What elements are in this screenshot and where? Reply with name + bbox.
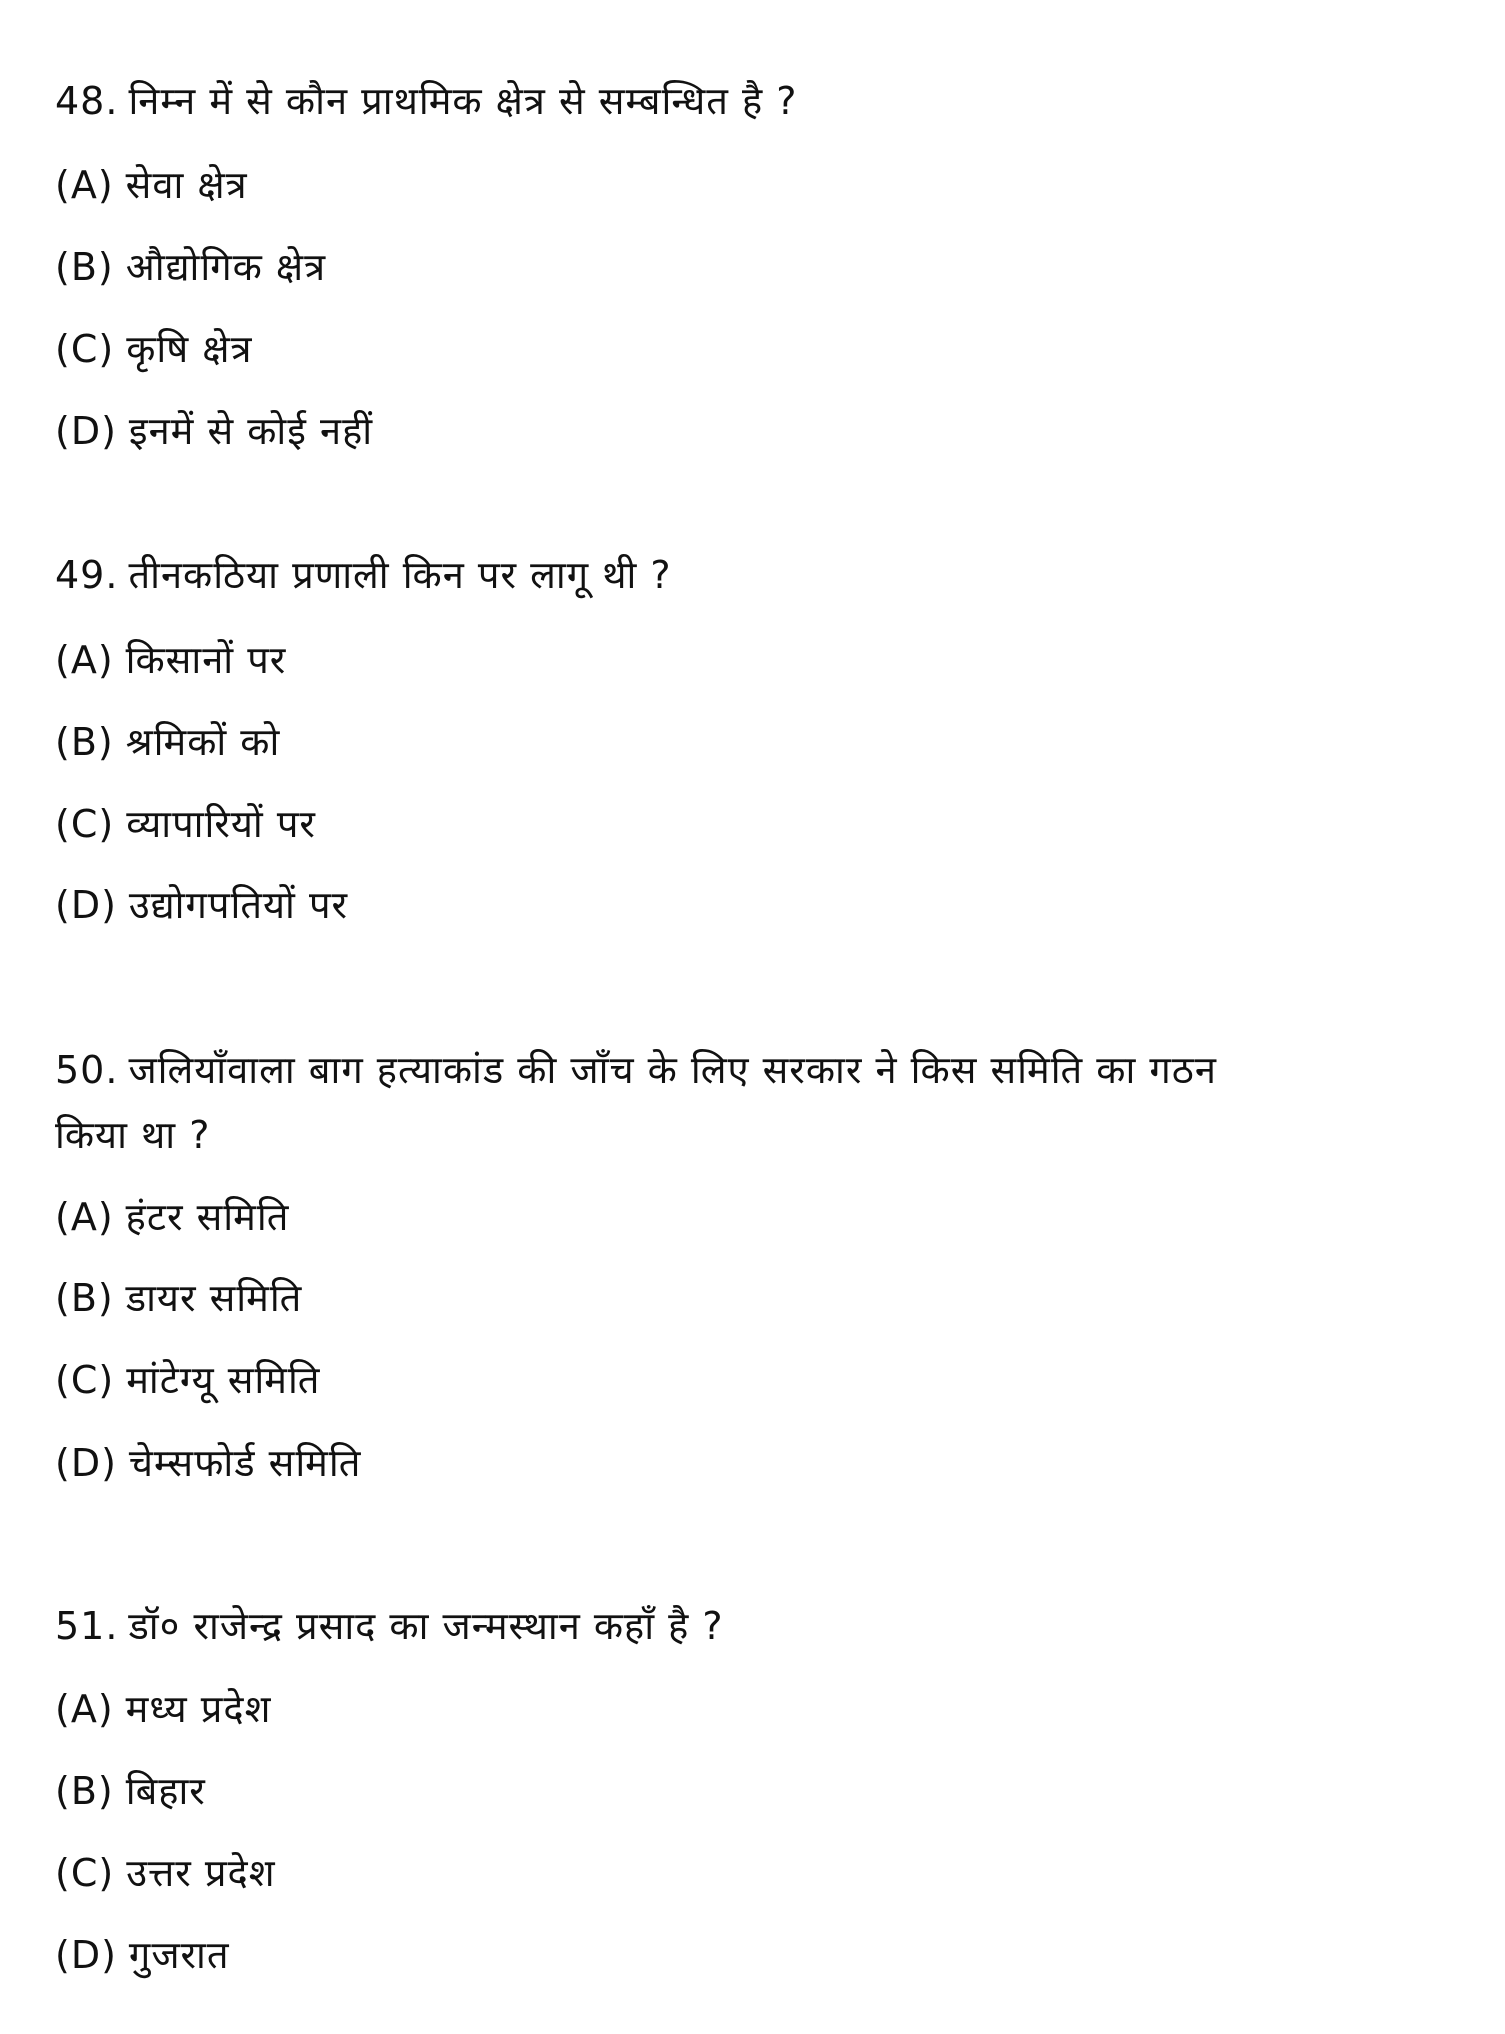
option-text: इनमें से कोई नहीं: [128, 409, 374, 453]
question-text: डॉ० राजेन्द्र प्रसाद का जन्मस्थान कहाँ है ?: [128, 1604, 724, 1648]
option-label: (B): [55, 1769, 114, 1813]
option-label: (C): [55, 327, 115, 371]
option-text: कृषि क्षेत्र: [126, 327, 253, 371]
option-50-d: [55, 1439, 361, 1487]
option-50-c: [55, 1356, 320, 1404]
question-50-line2: [55, 1111, 210, 1159]
question-text-continued: किया था ?: [55, 1113, 211, 1157]
question-number: 48.: [55, 79, 119, 123]
option-label: (A): [55, 1687, 114, 1731]
question-50: [55, 1046, 1217, 1094]
option-label: (B): [55, 245, 114, 289]
option-label: (B): [55, 1276, 114, 1320]
option-text: औद्योगिक क्षेत्र: [125, 245, 327, 289]
option-50-b: [55, 1274, 302, 1322]
option-label: (C): [55, 1358, 115, 1402]
option-text: व्यापारियों पर: [126, 802, 316, 846]
option-text: गुजरात: [128, 1933, 230, 1977]
question-number: 50.: [55, 1048, 119, 1092]
option-text: हंटर समिति: [125, 1195, 290, 1239]
option-text: उद्योगपतियों पर: [128, 883, 349, 927]
option-label: (D): [55, 1933, 117, 1977]
question-text: तीनकठिया प्रणाली किन पर लागू थी ?: [128, 553, 672, 597]
option-48-c: [55, 325, 252, 373]
question-49: [55, 551, 672, 599]
option-49-b: [55, 718, 280, 766]
option-49-d: [55, 881, 348, 929]
option-text: श्रमिकों को: [125, 720, 281, 764]
option-text: सेवा क्षेत्र: [125, 163, 248, 207]
option-label: (B): [55, 720, 114, 764]
option-text: बिहार: [125, 1769, 206, 1813]
question-text: निम्न में से कौन प्राथमिक क्षेत्र से सम्बन्धित है ?: [128, 79, 798, 123]
option-48-b: [55, 243, 326, 291]
option-51-d: [55, 1931, 230, 1979]
option-51-c: [55, 1849, 276, 1897]
question-number: 51.: [55, 1604, 119, 1648]
option-text: मध्य प्रदेश: [125, 1687, 272, 1731]
option-48-a: [55, 161, 248, 209]
option-label: (D): [55, 409, 117, 453]
option-49-c: [55, 800, 316, 848]
option-text: डायर समिति: [125, 1276, 303, 1320]
option-48-d: [55, 407, 373, 455]
option-text: किसानों पर: [125, 638, 287, 682]
option-label: (D): [55, 1441, 117, 1485]
option-51-a: [55, 1685, 271, 1733]
option-label: (D): [55, 883, 117, 927]
option-51-b: [55, 1767, 206, 1815]
option-text: मांटेग्यू समिति: [126, 1358, 321, 1402]
option-text: उत्तर प्रदेश: [126, 1851, 276, 1895]
option-label: (C): [55, 802, 115, 846]
option-text: चेम्सफोर्ड समिति: [128, 1441, 362, 1485]
option-label: (C): [55, 1851, 115, 1895]
question-number: 49.: [55, 553, 119, 597]
option-50-a: [55, 1193, 289, 1241]
question-48: [55, 77, 797, 125]
option-label: (A): [55, 163, 114, 207]
option-49-a: [55, 636, 286, 684]
option-label: (A): [55, 638, 114, 682]
option-label: (A): [55, 1195, 114, 1239]
question-51: [55, 1602, 724, 1650]
question-text: जलियाँवाला बाग हत्याकांड की जाँच के लिए सरकार ने किस समिति का गठन: [128, 1048, 1217, 1092]
